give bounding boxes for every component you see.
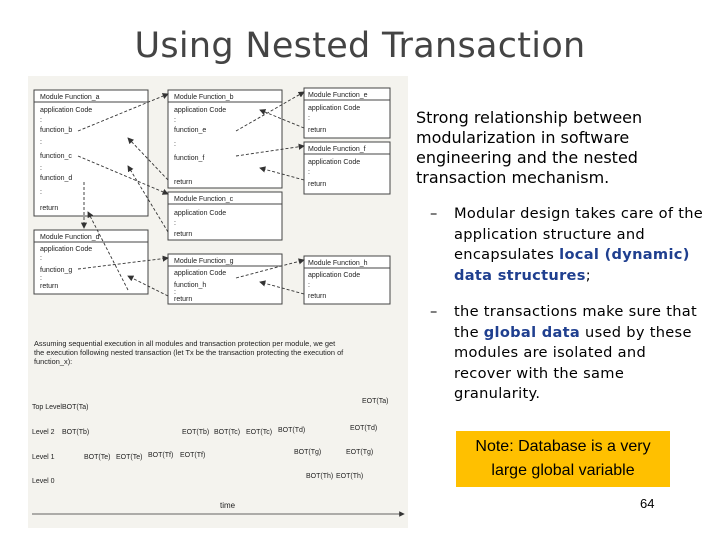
module-c-title: Module Function_c bbox=[174, 196, 234, 203]
sub-bullet-text: the transactions make sure that the bbox=[454, 303, 698, 341]
highlight-local-data: local (dynamic) data structures bbox=[454, 246, 690, 284]
caption-line: the execution following nested transaction (let Tx be the transaction protecting the execution of bbox=[34, 348, 344, 357]
module-f-title: Module Function_f bbox=[308, 146, 366, 153]
module-g-line: : bbox=[174, 289, 176, 296]
module-c-line: application Code bbox=[174, 210, 227, 217]
caption-line: Assuming sequential execution in all modules and transaction protection per module, we get bbox=[34, 339, 336, 348]
module-diagram bbox=[28, 76, 408, 528]
timeline-event: EOT(Tg) bbox=[346, 449, 374, 456]
timeline-event: BOT(Tc) bbox=[214, 429, 241, 436]
level-label: Level 0 bbox=[32, 478, 55, 485]
timeline-event: EOT(Te) bbox=[116, 454, 143, 461]
timeline-event: BOT(Tb) bbox=[62, 429, 90, 436]
sub-bullet-modular-design bbox=[416, 204, 706, 286]
caption-line: function_x): bbox=[34, 357, 73, 366]
module-d-line: : bbox=[40, 255, 42, 262]
module-h-line: : bbox=[308, 282, 310, 289]
timeline-event: EOT(Td) bbox=[350, 425, 378, 432]
slide-title: Using Nested Transaction bbox=[134, 26, 586, 66]
module-b-line: : bbox=[174, 141, 176, 148]
module-e-title: Module Function_e bbox=[308, 92, 368, 99]
module-d-title: Module Function_d bbox=[40, 234, 100, 241]
timeline-event: EOT(Tc) bbox=[246, 429, 273, 436]
module-a-line: : bbox=[40, 117, 42, 124]
module-h-line: return bbox=[308, 293, 327, 300]
module-d-line: application Code bbox=[40, 246, 93, 253]
timeline-event: BOT(Td) bbox=[278, 427, 306, 434]
dash-marker: – bbox=[430, 303, 438, 320]
module-a-line: function_c bbox=[40, 153, 72, 160]
timeline-event: EOT(Tf) bbox=[180, 452, 206, 459]
sub-bullet-text: used by these modules are isolated and recover with the same granularity. bbox=[454, 323, 692, 402]
timeline-event: EOT(Ta) bbox=[362, 398, 389, 405]
note-line: Note: Database is a very bbox=[475, 438, 651, 455]
timeline-event: BOT(Ta) bbox=[62, 404, 89, 411]
module-d-line: : bbox=[40, 275, 42, 282]
time-axis-label: time bbox=[220, 501, 236, 510]
module-b-line: return bbox=[174, 179, 193, 186]
module-a-line: : bbox=[40, 189, 42, 196]
scanned-figure bbox=[28, 76, 408, 528]
highlight-global-data: global data bbox=[483, 323, 581, 341]
module-f-line: application Code bbox=[308, 159, 361, 166]
module-c-line: : bbox=[174, 220, 176, 227]
timeline-event: BOT(Th) bbox=[306, 473, 334, 480]
module-d-line: return bbox=[40, 283, 59, 290]
module-c-line: return bbox=[174, 231, 193, 238]
module-b-line: application Code bbox=[174, 107, 227, 114]
timeline-event: EOT(Tb) bbox=[182, 429, 210, 436]
main-bullet: Strong relationship between modularization in software engineering and the nested transaction mechanism. bbox=[416, 108, 643, 187]
timeline-event: BOT(Tf) bbox=[148, 452, 174, 459]
module-a-line: : bbox=[40, 139, 42, 146]
module-h-title: Module Function_h bbox=[308, 260, 368, 267]
module-e-line: return bbox=[308, 127, 327, 134]
dash-marker: – bbox=[430, 205, 438, 222]
module-b-line: function_e bbox=[174, 127, 207, 134]
module-g-title: Module Function_g bbox=[174, 258, 234, 265]
sub-bullet-text: ; bbox=[585, 266, 591, 284]
module-b-line: function_f bbox=[174, 155, 205, 162]
bullet-list bbox=[416, 108, 706, 405]
module-g-line: function_h bbox=[174, 282, 207, 289]
sub-bullet-text: Modular design takes care of the application structure and encapsulates bbox=[454, 205, 704, 263]
module-b-box bbox=[168, 90, 282, 188]
module-e-line: application Code bbox=[308, 105, 361, 112]
module-g-line: application Code bbox=[174, 270, 227, 277]
module-b-line: : bbox=[174, 117, 176, 124]
level-label: Level 2 bbox=[32, 429, 55, 436]
module-a-line: function_d bbox=[40, 175, 73, 182]
module-a-line: : bbox=[40, 165, 42, 172]
module-a-line: function_b bbox=[40, 127, 73, 134]
module-e-line: : bbox=[308, 115, 310, 122]
module-g-line: return bbox=[174, 296, 193, 303]
timeline-event: EOT(Th) bbox=[336, 473, 364, 480]
module-h-line: application Code bbox=[308, 272, 361, 279]
module-d-line: function_g bbox=[40, 267, 73, 274]
level-label: Top Level bbox=[32, 404, 62, 411]
transaction-timeline bbox=[32, 398, 404, 514]
module-a-title: Module Function_a bbox=[40, 94, 100, 101]
level-label: Level 1 bbox=[32, 454, 55, 461]
note-box bbox=[456, 431, 670, 487]
timeline-event: BOT(Tg) bbox=[294, 449, 322, 456]
page-number: 64 bbox=[640, 496, 655, 511]
timeline-event: BOT(Te) bbox=[84, 454, 111, 461]
note-line: large global variable bbox=[491, 462, 635, 479]
module-f-line: : bbox=[308, 169, 310, 176]
module-a-line: return bbox=[40, 205, 59, 212]
module-a-line: application Code bbox=[40, 107, 93, 114]
sub-bullet-transactions bbox=[416, 302, 706, 405]
module-b-title: Module Function_b bbox=[174, 94, 234, 101]
module-f-line: return bbox=[308, 181, 327, 188]
